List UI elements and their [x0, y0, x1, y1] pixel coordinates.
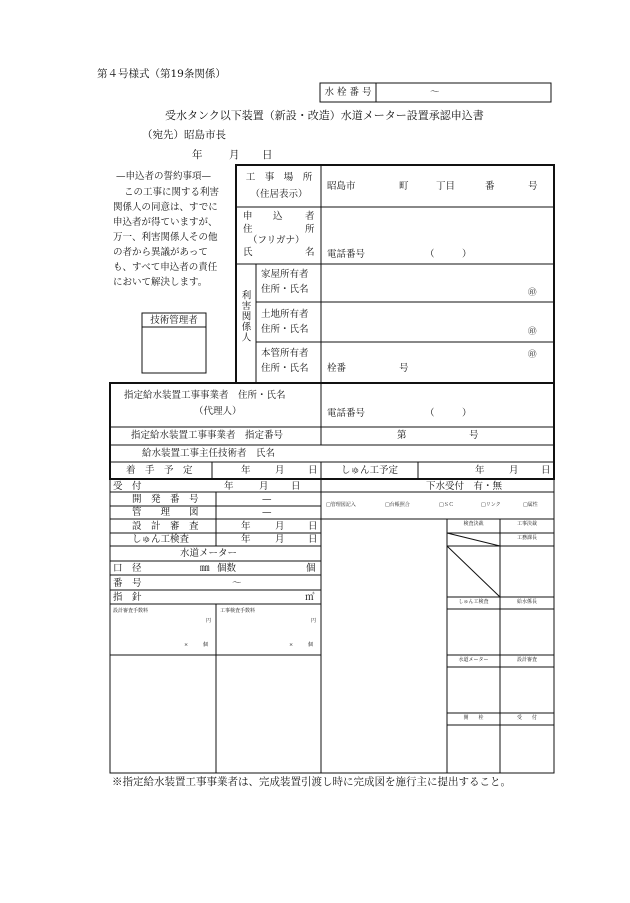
pledge-line: 関係人の同意は、すでに: [113, 202, 218, 213]
date-year: 年: [192, 149, 203, 161]
reception-label: 受 付: [113, 481, 142, 492]
meter-number-tilde: ～: [232, 578, 242, 589]
reception-day: 日: [291, 481, 301, 492]
applicant-tel-close: ）: [462, 249, 472, 260]
seal-mark: ㊞: [528, 327, 537, 337]
meter-number-label: 番 号: [113, 578, 142, 589]
start-day: 日: [308, 465, 318, 476]
start-schedule-label: 着 手 予 定: [126, 465, 193, 476]
check-sc[interactable]: □ＳＣ: [439, 502, 454, 508]
sewer-reception: 下水受付 有・無: [426, 481, 503, 492]
reception-month: 月: [259, 481, 269, 492]
date-month: 月: [229, 149, 240, 161]
mgmt-map-label: 管 理 図: [132, 507, 199, 518]
tap-go: 号: [399, 363, 409, 374]
site-city: 昭島市: [327, 181, 356, 192]
valve-number-field[interactable]: ～: [430, 87, 440, 98]
site-cho: 町: [399, 181, 409, 192]
applicant-tel-label: 電話番号: [327, 249, 366, 260]
start-year: 年: [241, 465, 251, 476]
applicant-furigana: （フリガナ）: [248, 235, 305, 246]
tech-manager-seal-box[interactable]: [143, 328, 205, 372]
contractor-tel-label: 電話番号: [327, 408, 366, 419]
work-fee-times: ×: [289, 642, 294, 648]
seal-mark: ㊞: [528, 288, 537, 298]
house-owner-label: 家屋所有者: [261, 269, 309, 280]
chief-engineer-label: 給水装置工事主任技術者 氏名: [142, 448, 276, 459]
pledge-line: において解決します。: [113, 277, 208, 288]
form-number: 第４号様式（第19条関係）: [97, 68, 226, 80]
pipe-owner-sub: 住所・氏名: [261, 363, 309, 374]
design-review-year: 年: [241, 521, 251, 532]
pipe-owner-label: 本管所有者: [261, 348, 309, 359]
stamp-design-review: 設計審査: [516, 657, 537, 663]
design-fee-times: ×: [184, 642, 189, 648]
caliber-unit: ㎜: [200, 563, 210, 574]
completion-insp-label: しゅん工検査: [132, 534, 190, 545]
stamp-completion-insp: しゅん工検査: [458, 599, 489, 605]
check-ledger[interactable]: □台帳照合: [385, 502, 410, 508]
site-ban: 番: [485, 181, 495, 192]
seal-mark: ㊞: [528, 350, 537, 360]
reading-unit: ㎥: [305, 592, 315, 603]
dev-number-label: 開 発 番 号: [132, 494, 199, 505]
design-review-day: 日: [308, 521, 318, 532]
design-fee-yen: 円: [206, 618, 212, 624]
design-fee-ko: 個: [203, 642, 209, 648]
mgmt-map-dash: —: [262, 507, 272, 518]
contractor-name-label: 指定給水装置工事事業者 住所・氏名: [124, 390, 286, 401]
contractor-no-go: 号: [469, 430, 479, 441]
caliber-label: 口 径: [113, 563, 142, 574]
design-review-month: 月: [275, 521, 285, 532]
stamp-reception: 受 付: [516, 715, 537, 721]
design-fee-label: 設計審査手数料: [113, 608, 149, 614]
pledge-line: も、すべて申込者の責任: [113, 262, 218, 273]
check-link[interactable]: □リンク: [481, 502, 501, 508]
stamp-work-approval: 工事決裁: [516, 521, 537, 527]
tap-label: 栓番: [327, 363, 347, 374]
completion-schedule-label: しゅん工予定: [341, 465, 399, 476]
date-day: 日: [262, 149, 273, 161]
land-owner-sub: 住所・氏名: [261, 324, 309, 335]
design-review-label: 設 計 審 査: [132, 521, 199, 532]
contractor-no-dai: 第: [397, 430, 407, 441]
applicant-label-shi: 氏: [243, 247, 253, 258]
pledge-line: の者から異議があって: [113, 247, 208, 258]
check-mgmt-map[interactable]: □管理図記入: [326, 502, 356, 508]
reception-year: 年: [224, 481, 234, 492]
stamp-section-chief: 工務課長: [516, 535, 537, 541]
parties-vertical-label: 利害関係人: [239, 290, 251, 343]
pledge-line: 申込者が得ていますが、: [113, 217, 218, 228]
valve-number-label: 水 栓 番 号: [324, 87, 372, 98]
tech-manager-label: 技術管理者: [150, 315, 198, 326]
house-owner-sub: 住所・氏名: [261, 284, 309, 295]
applicant-label-shin: 申: [243, 211, 253, 222]
completion-insp-month: 月: [275, 534, 285, 545]
stamp-inspection-approval: 検査決裁: [463, 521, 484, 527]
footer-note: ※指定給水装置工事事業者は、完成装置引渡し時に完成図を施行主に提出すること。: [112, 776, 511, 788]
applicant-name-field[interactable]: [323, 209, 553, 245]
work-fee-ko: 個: [308, 642, 314, 648]
applicant-label-sha: 者: [305, 211, 315, 222]
site-go: 号: [528, 181, 538, 192]
work-fee-yen: 円: [311, 618, 317, 624]
stamp-valve-open: 開 栓: [463, 715, 484, 721]
addressee: （宛先）昭島市長: [142, 129, 226, 141]
count-label: 個数: [217, 563, 237, 574]
form-title: 受水タンク以下装置（新設・改造）水道メーター設置承認申込書: [165, 109, 484, 122]
completion-month: 月: [509, 465, 519, 476]
stamp-meter: 水道メーター: [458, 657, 489, 663]
reading-label: 指 針: [113, 592, 142, 603]
site-label-sub: （住居表示）: [250, 189, 308, 200]
start-month: 月: [275, 465, 285, 476]
site-label: 工 事 場 所: [245, 172, 313, 183]
meter-heading: 水道メーター: [180, 548, 238, 559]
contractor-tel-close: ）: [462, 408, 472, 419]
applicant-label-mei: 名: [305, 247, 315, 258]
check-attribute[interactable]: □属性: [523, 502, 538, 508]
completion-insp-year: 年: [241, 534, 251, 545]
site-chome: 丁目: [436, 181, 456, 192]
pledge-line: 万一、利害関係人その他: [113, 232, 218, 243]
pledge-line: この工事に関する利害: [124, 187, 220, 198]
dev-number-dash: —: [262, 494, 272, 505]
work-fee-label: 工事検査手数料: [220, 608, 256, 614]
completion-year: 年: [475, 465, 485, 476]
completion-insp-day: 日: [308, 534, 318, 545]
contractor-tel-open: （: [425, 408, 435, 419]
applicant-label-sho: 所: [305, 224, 315, 235]
contractor-no-label: 指定給水装置工事事業者 指定番号: [131, 430, 284, 441]
completion-day: 日: [541, 465, 551, 476]
applicant-label-ju: 住: [243, 224, 253, 235]
pledge-heading: —申込者の誓約事項—: [116, 171, 212, 182]
stamp-supply-chief: 給水係長: [516, 599, 537, 605]
applicant-tel-open: （: [425, 249, 435, 260]
land-owner-label: 土地所有者: [261, 309, 309, 320]
applicant-label-komi: 込: [273, 211, 283, 222]
contractor-agent: （代理人）: [194, 406, 242, 417]
count-unit: 個: [306, 563, 316, 574]
